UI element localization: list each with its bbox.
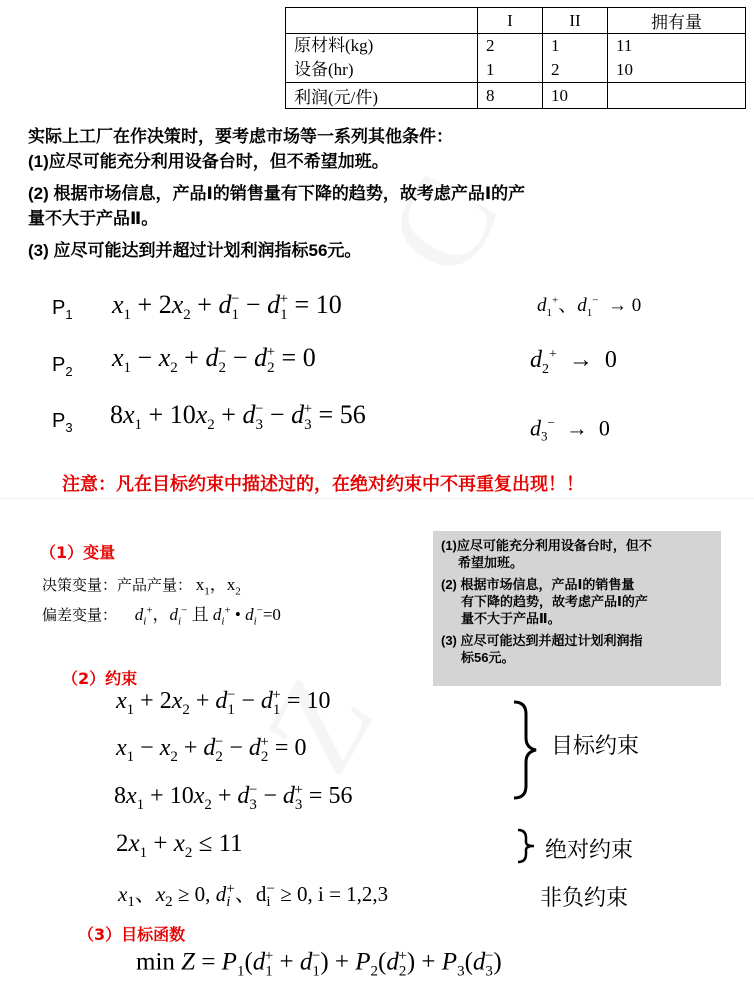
table-header-row [286,8,746,34]
summary-line: (1)应尽可能充分利用设备台时，但不 [441,538,652,553]
table-cell-line: 设备(hr) [294,60,354,79]
table-cell: 利润(元/件) [286,83,478,109]
deviation-prefix: 偏差变量： [42,608,118,624]
table-header-cell: I [478,8,543,34]
table-header-cell [286,8,478,34]
equation-constant: 10 [315,290,342,319]
section-1-title: （1）变量 [40,543,116,562]
table-cell [478,34,543,83]
divider [0,498,754,499]
table-row [286,34,746,83]
constraint-1: $x_1 + 2x_2 + d_1^- - d_1^+ = 10$ [116,687,331,718]
summary-line: (2) 根据市场信息，产品Ⅰ的销售量 [441,577,635,592]
condition-3: (3) 应尽可能达到并超过计划利润指标56元。 [28,241,362,260]
table-cell-line: 1 [486,60,495,79]
priority-target-3: $d_3^- \to 0$ [530,415,610,444]
nonnegative-constraint-label: 非负约束 [540,885,629,910]
objective-min: min [136,948,175,976]
constraint-3: $8x_1 + 10x_2 + d_3^- - d_3^+ = 56$ [114,782,353,813]
priority-target-1: $d_1^+$、$d_1^- \to 0$ [537,294,642,319]
section-3-title: （3）目标函数 [78,925,186,944]
absolute-constraint-label: 绝对约束 [545,837,634,862]
equation-constant: 0 [294,735,307,761]
table-row [286,83,746,109]
deviation-eq: =0 [262,605,281,624]
conditions-block [28,124,748,263]
table-cell [608,34,746,83]
priority-label-1: $P_1$ [52,297,73,322]
table-cell-line: 2 [551,60,560,79]
equation-constant: 0 [302,343,316,372]
table-cell [543,34,608,83]
nonnegative-constraint: $x_1$、$x_2 \ge 0$, $d_i^+$、$d_i^- \ge 0$, i = 1,2,3 [118,881,389,911]
equation-constant: 10 [306,688,331,714]
table-header-cell: II [543,8,608,34]
priority-label-2: $P_2$ [52,354,73,379]
absolute-rhs: 11 [218,830,243,857]
summary-line: 量不大于产品Ⅱ。 [461,611,561,626]
condition-1: (1)应尽可能充分利用设备台时，但不希望加班。 [28,152,389,171]
priority-label-3: $P_3$ [52,410,73,435]
goal-bracket [512,700,542,800]
decision-prefix: 决策变量：产品产量： [42,578,193,594]
equation-constant: 56 [328,783,353,809]
conditions-summary-box [433,531,721,686]
condition-2-line1: (2) 根据市场信息，产品Ⅰ的销售量有下降的趋势，故考虑产品Ⅰ的产 [28,184,526,203]
conditions-intro: 实际上工厂在作决策时，要考虑市场等一系列其他条件： [28,127,453,146]
watermark [235,653,405,797]
constraint-2: $x_1 - x_2 + d_2^- - d_2^+ = 0$ [116,734,307,765]
goal-equation-2: $x_1 - x_2 + d_2^- - d_2^+ = 0$ [112,343,316,377]
table-header-cell: 拥有量 [608,8,746,34]
table-cell-line: 10 [616,60,633,79]
priority-target-2: $d_2^+ \to 0$ [530,347,617,377]
condition-2-line2: 量不大于产品Ⅱ。 [28,209,159,228]
resource-table [285,7,746,109]
goal-equation-1: $x_1 + 2x_2 + d_1^- - d_1^+ = 10$ [112,290,342,324]
section-2-title: （2）约束 [62,669,138,688]
table-cell-line: 1 [551,36,560,55]
table-cell: 8 [478,83,543,109]
table-cell-line: 2 [486,36,495,55]
absolute-constraint: $2x_1 + x_2 \le 11$ [116,830,243,861]
equation-constant: 56 [339,400,366,429]
summary-line: 标56元。 [461,650,515,665]
goal-equation-3: $8x_1 + 10x_2 + d_3^- - d_3^+ = 56$ [110,400,366,434]
table-cell: 10 [543,83,608,109]
table-cell-line: 原材料(kg) [294,36,374,55]
summary-line: (3) 应尽可能达到并超过计划利润指 [441,633,643,648]
objective-function: $\min Z = P_1(d_1^+ + d_1^-) + P_2(d_2^+) + P_3(d_3^-)$ [136,948,502,980]
absolute-bracket [516,828,540,864]
table-cell [286,34,478,83]
deviation-and: 且 [191,605,209,624]
goal-constraint-label: 目标约束 [551,733,640,758]
nonneg-index: i = 1,2,3 [318,882,389,906]
decision-variables: 决策变量：产品产量： $x_1$，$x_2$ [42,575,241,598]
table-cell [608,83,746,109]
deviation-variables: 偏差变量： $d_i^+$，$d_i^-$ 且 $d_i^+$ • $d_i^-=0$ [42,604,281,628]
notice-text: 注意：凡在目标约束中描述过的，在绝对约束中不再重复出现！！ [62,474,584,494]
summary-line: 有下降的趋势，故考虑产品Ⅰ的产 [461,594,648,609]
table-cell-line: 11 [616,36,633,55]
summary-line: 希望加班。 [458,555,524,570]
